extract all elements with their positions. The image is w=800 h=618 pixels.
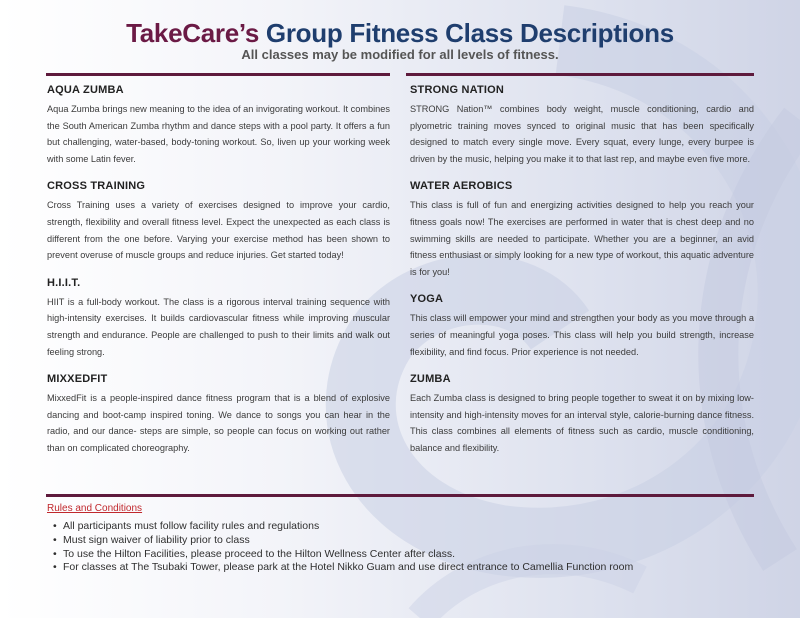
rule-item	[47, 534, 757, 548]
class-water-aerobics	[410, 179, 754, 280]
class-heading: ZUMBA	[410, 373, 451, 386]
class-heading: WATER AEROBICS	[410, 180, 513, 193]
class-heading: AQUA ZUMBA	[47, 84, 124, 96]
class-cross-training	[47, 179, 390, 263]
bullet-icon: •	[53, 547, 57, 560]
page-title	[0, 18, 800, 48]
class-heading: STRONG NATION	[410, 84, 505, 96]
class-heading: MIXXEDFIT	[47, 373, 108, 386]
class-description: Aqua Zumba brings new meaning to the idea of an invigorating workout. It combines the South American Zumba rhythm and dance steps with a pool party. It offers a fun but challenging, water-based, body-toning workout. So, liven up your working week with some Latin fever.	[47, 104, 390, 164]
divider-right	[406, 73, 754, 76]
divider-left	[46, 73, 390, 76]
rules-heading: Rules and Conditions	[47, 503, 143, 514]
rule-text: To use the Hilton Facilities, please proceed to the Hilton Wellness Center after class.	[63, 547, 455, 560]
class-description: This class is full of fun and energizing activities designed to help you reach your fitness goals now! The exercises are performed in water that is chest deep and no swimming skills are needed to participate. Whether you are a beginner, an avid fitness enthusiast or simply looking for a new type of workout, this aquatic adventure is for you!	[410, 200, 754, 277]
rule-item	[47, 520, 757, 534]
class-heading: YOGA	[410, 293, 444, 306]
page-subtitle: All classes may be modified for all levels of fitness.	[241, 47, 559, 62]
class-aqua-zumba	[47, 83, 390, 167]
class-heading: CROSS TRAINING	[47, 180, 146, 193]
right-column	[410, 83, 754, 469]
rule-text: All participants must follow facility rules and regulations	[63, 520, 320, 532]
rule-text: Must sign waiver of liability prior to class	[63, 533, 250, 546]
bullet-icon: •	[53, 533, 57, 546]
class-description: MixxedFit is a people-inspired dance fitness program that is a blend of explosive dancing and boot-camp inspired toning. We dance to songs you can hear in the radio, and our dance- steps are simple, so people can focus on working out rather than on complicated choreography.	[47, 393, 390, 453]
divider-bottom	[46, 494, 754, 497]
rule-item	[47, 561, 757, 575]
left-column	[47, 83, 390, 469]
class-description: Each Zumba class is designed to bring people together to sweat it on by mixing low-intensity and high-intensity moves for an interval style, calorie-burning dance fitness. This class combines all elements of fitness such as cardio, muscle conditioning, balance and flexibility.	[410, 393, 754, 453]
class-description: Cross Training uses a variety of exercises designed to improve your cardio, strength, flexibility and overall fitness level. Expect the unexpected as each class is different from the one before. Varying your exercise method has been shown to prevent overuse of muscle groups and reduce injuries. Get started today!	[47, 200, 390, 261]
rule-item	[47, 548, 757, 562]
class-zumba	[410, 372, 754, 456]
title-brand: TakeCare’s	[126, 18, 259, 48]
class-description: HIIT is a full-body workout. The class is a rigorous interval training sequence with high-intensity exercises. It builds cardiovascular fitness while improving muscular strength and endurance. People are challenged to push to their limits and walk out feeling strong.	[47, 296, 390, 357]
rules-and-conditions	[47, 502, 757, 575]
class-mixxedfit	[47, 372, 390, 456]
class-heading: H.I.I.T.	[47, 276, 81, 289]
title-text: Group Fitness Class Descriptions	[265, 18, 674, 48]
class-hiit	[47, 276, 390, 360]
class-yoga	[410, 292, 754, 360]
rule-text: For classes at The Tsubaki Tower, please park at the Hotel Nikko Guam and use direct entrance to Camellia Function room	[63, 561, 634, 574]
bullet-icon: •	[53, 561, 57, 574]
class-description: This class will empower your mind and strengthen your body as you move through a series of meaningful yoga poses. This class will help you build strength, increase flexibility, and find focus. Prior experience is not needed.	[410, 313, 754, 357]
class-description: STRONG Nation™ combines body weight, muscle conditioning, cardio and plyometric training moves synced to original music that has been specifically designed to match every single move. Every squat, every lunge, every burpee is driven by the music, helping you make it to that last rep, and maybe even five more.	[410, 104, 754, 164]
rules-list	[47, 520, 757, 575]
bullet-icon: •	[53, 520, 57, 532]
class-strong-nation	[410, 83, 754, 167]
